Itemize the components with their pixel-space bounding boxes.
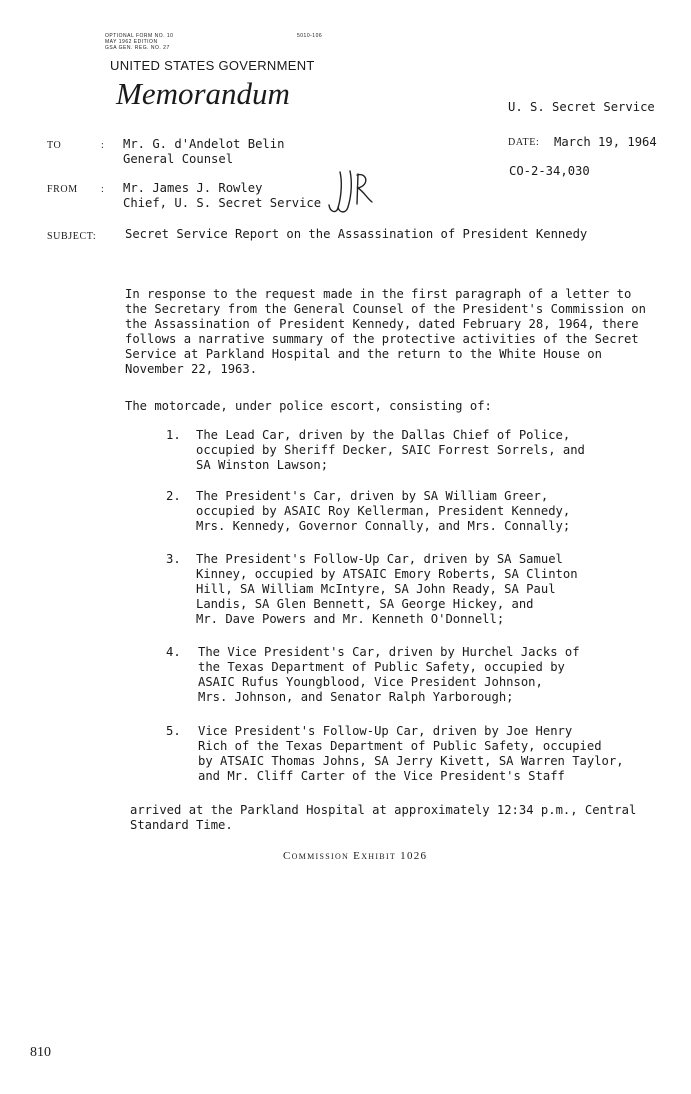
list-item: The President's Follow-Up Car, driven by SA Samuel Kinney, occupied by ATSAIC Emory Roberts, SA Clinton Hill, SA William McIntyre, SA John Ready, SA Paul Landis, SA Glen Bennett, SA George Hickey, and Mr. Dave Powers and Mr. Kenneth O'Donnell; <box>196 552 578 626</box>
form-edition: MAY 1962 EDITION <box>105 39 158 45</box>
list-item: The President's Car, driven by SA William Greer, occupied by ASAIC Roy Kellerman, President Kennedy, Mrs. Kennedy, Governor Connally, and Mrs. Connally; <box>196 489 571 533</box>
subject-text: Secret Service Report on the Assassination of President Kennedy <box>125 227 588 241</box>
page-number: 810 <box>30 1045 51 1060</box>
agency-name: U. S. Secret Service <box>508 100 655 114</box>
list-item-number: 4. <box>166 645 181 659</box>
from-colon: : <box>101 184 105 195</box>
closing-paragraph: arrived at the Parkland Hospital at approximately 12:34 p.m., Central Standard Time. <box>130 803 637 832</box>
form-number: OPTIONAL FORM NO. 10 <box>105 33 174 39</box>
motorcade-lead: The motorcade, under police escort, consisting of: <box>125 399 492 413</box>
form-code: 5010-106 <box>297 33 323 39</box>
file-number: CO-2-34,030 <box>509 164 590 178</box>
list-item-number: 2. <box>166 489 181 503</box>
government-heading: UNITED STATES GOVERNMENT <box>110 58 315 73</box>
handwritten-initials <box>326 168 374 218</box>
list-item-number: 1. <box>166 428 181 442</box>
list-item-number: 5. <box>166 724 181 738</box>
list-item: Vice President's Follow-Up Car, driven by Joe Henry Rich of the Texas Department of Public Safety, occupied by ATSAIC Thomas Johns, SA Jerry Kivett, SA Warren Taylor, and Mr. Cliff Carter of the Vice President's Staff <box>198 724 624 783</box>
from-name: Mr. James J. Rowley <box>123 181 263 195</box>
to-colon: : <box>101 140 105 151</box>
list-item-number: 3. <box>166 552 181 566</box>
from-label: FROM <box>47 184 78 195</box>
exhibit-label: Commission Exhibit 1026 <box>283 850 428 862</box>
form-regulation: GSA GEN. REG. NO. 27 <box>105 45 170 51</box>
intro-paragraph: In response to the request made in the first paragraph of a letter to the Secretary from the General Counsel of the President's Commission on the Assassination of President Kennedy, dated February 28, 1964, there follows a narrative summary of the protective activities of the Secret Service at Parkland Hospital and the return to the White House on November 22, 1963. <box>125 287 646 376</box>
to-label: TO <box>47 140 62 151</box>
from-title: Chief, U. S. Secret Service <box>123 196 322 210</box>
memo-date: March 19, 1964 <box>554 135 657 149</box>
list-item: The Vice President's Car, driven by Hurchel Jacks of the Texas Department of Public Safety, occupied by ASAIC Rufus Youngblood, Vice President Johnson, Mrs. Johnson, and Senator Ralph Yarborough; <box>198 645 580 704</box>
to-title: General Counsel <box>123 152 234 166</box>
list-item: The Lead Car, driven by the Dallas Chief of Police, occupied by Sheriff Decker, SAIC Forrest Sorrels, and SA Winston Lawson; <box>196 428 585 472</box>
date-label: DATE: <box>508 137 540 148</box>
to-name: Mr. G. d'Andelot Belin <box>123 137 285 151</box>
memo-title: Memorandum <box>116 76 290 111</box>
subject-label: SUBJECT: <box>47 231 97 242</box>
